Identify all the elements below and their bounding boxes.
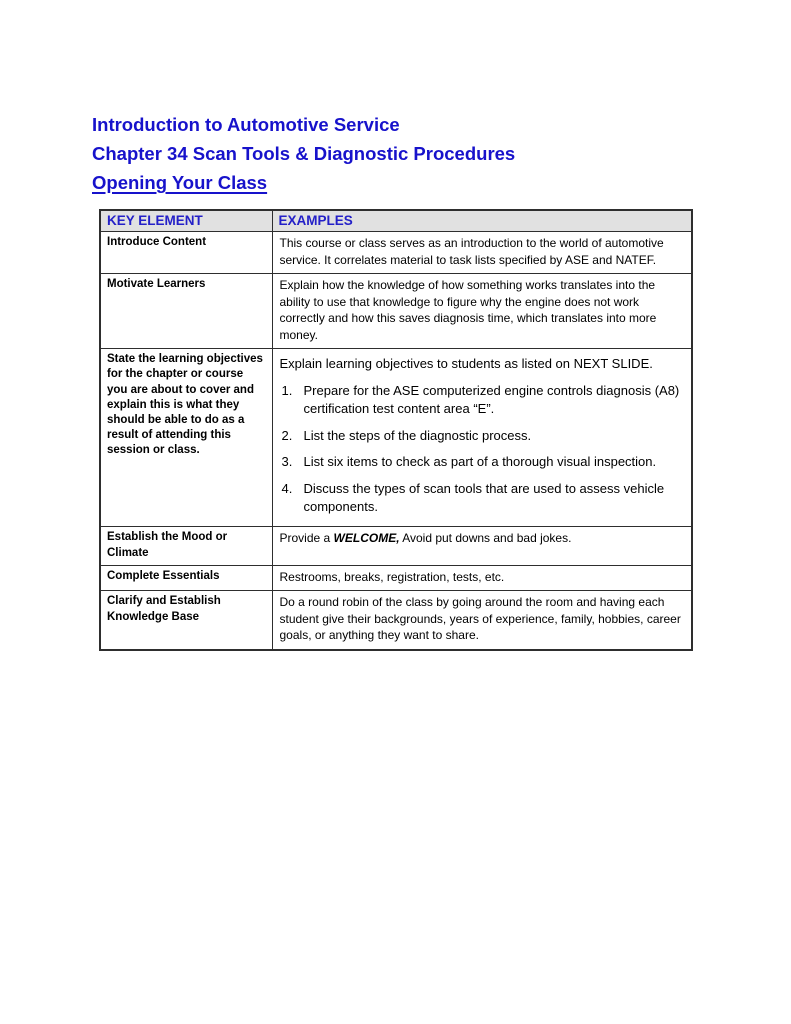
objectives-list [280,382,684,517]
objective-item: List six items to check as part of a thorough visual inspection. [303,454,657,470]
key-element-cell: Introduce Content [100,232,272,274]
title-line-section: Opening Your Class [92,172,268,193]
objective-item: List the steps of the diagnostic process. [303,427,532,443]
table-row-learning-objectives [100,349,692,527]
example-text-prefix: Provide a [279,531,334,546]
table-header-row [100,210,692,232]
example-cell: Explain how the knowledge of how something works translates into the ability to use that knowledge to figure why the engine does not work correctly and how this saves diagnosis time, which translates into more money. [272,274,692,349]
example-cell [272,349,692,527]
table-row-introduce-content [100,232,692,274]
title-line-chapter: Chapter 34 Scan Tools & Diagnostic Procedures [92,143,516,164]
table-row-complete-essentials [100,565,692,591]
example-cell: Do a round robin of the class by going around the room and having each student give their backgrounds, years of experience, family, hobbies, career goals, or anything they want to share. [272,591,692,650]
key-element-cell: Motivate Learners [100,274,272,349]
objective-item: Prepare for the ASE computerized engine controls diagnosis (A8) certification test content area “E”. [303,382,680,417]
objective-item: Discuss the types of scan tools that are used to assess vehicle components. [303,480,665,514]
column-header-key-element: KEY ELEMENT [100,210,272,232]
example-cell: Restrooms, breaks, registration, tests, etc. [272,565,692,591]
example-text-suffix: Avoid put downs and bad jokes. [399,531,572,546]
example-cell: This course or class serves as an introduction to the world of automotive service. It correlates material to task lists specified by ASE and NATEF. [272,232,692,274]
table-row-establish-mood [100,527,692,565]
key-elements-table [99,209,693,651]
table-row-motivate-learners [100,274,692,349]
example-cell [272,527,692,565]
key-element-cell: Clarify and Establish Knowledge Base [100,591,272,650]
example-text-welcome-emphasis: WELCOME, [333,531,400,546]
key-element-cell: Establish the Mood or Climate [100,527,272,565]
document-title-block [92,110,515,197]
table-row-clarify-knowledge-base [100,591,692,650]
key-element-cell: State the learning objectives for the chapter or course you are about to cover and explain this is what they should be able to do as a result of attending this session or class. [100,349,272,527]
column-header-examples: EXAMPLES [272,210,692,232]
key-element-cell: Complete Essentials [100,565,272,591]
objectives-intro-text: Explain learning objectives to students as listed on NEXT SLIDE. [279,356,653,372]
title-line-course: Introduction to Automotive Service [92,114,400,135]
